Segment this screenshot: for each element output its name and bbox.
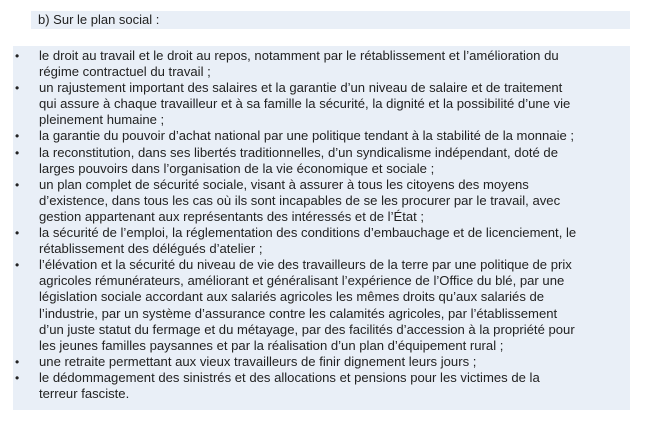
list-item-line: un rajustement important des salaires et la garantie d’un niveau de salaire et de traitement	[39, 80, 563, 96]
list-item	[0, 225, 640, 257]
list-item-line: gestion appartenant aux représentants des intéressés et de l’État ;	[39, 208, 425, 224]
list-item	[0, 80, 640, 128]
list-item-line: agricoles rémunérateurs, améliorant et généralisant l’expérience de l’Office du blé, par une	[39, 273, 565, 289]
list-item-line: terreur fasciste.	[39, 385, 130, 401]
list-item-line: la reconstitution, dans ses libertés traditionnelles, d’un syndicalisme indépendant, doté de	[39, 144, 558, 160]
list-item-line: les jeunes familles paysannes et par la réalisation d’un plan d’équipement rural ;	[39, 337, 504, 353]
list-item-line: le droit au travail et le droit au repos, notamment par le rétablissement et l’amélioration du	[39, 48, 559, 63]
list-item-line: un plan complet de sécurité sociale, visant à assurer à tous les citoyens des moyens	[39, 176, 529, 192]
bullet-icon: •	[15, 354, 20, 369]
list-item-line: rétablissement des délégués d’atelier ;	[39, 241, 263, 257]
list-item-line: d’existence, dans tous les cas où ils sont incapables de se les procurer par le travail, avec	[39, 192, 561, 208]
list-item-line: d’un juste statut du fermage et du métayage, par des facilités d’accession à la propriété pour	[39, 321, 575, 337]
list-item	[0, 48, 640, 80]
list-item	[0, 145, 640, 177]
list-item-line: la sécurité de l’emploi, la réglementation des conditions d’embauchage et de licenciement, le	[39, 225, 577, 241]
bullet-icon: •	[15, 49, 20, 63]
list-item-line: une retraite permettant aux vieux travailleurs de finir dignement leurs jours ;	[39, 353, 477, 369]
section-heading: b) Sur le plan social :	[38, 12, 160, 27]
list-item-line: pleinement humaine ;	[39, 112, 165, 128]
bullet-icon: •	[15, 129, 20, 144]
list-item	[0, 177, 640, 225]
bullet-icon: •	[15, 370, 20, 385]
bullet-icon: •	[15, 177, 20, 192]
bullet-icon: •	[15, 226, 20, 241]
bullet-icon: •	[15, 81, 20, 96]
list-item-line: larges pouvoirs dans l’organisation de la vie économique et sociale ;	[39, 160, 435, 176]
list-item	[0, 370, 640, 402]
list-item-line: le dédommagement des sinistrés et des allocations et pensions pour les victimes de la	[39, 369, 540, 385]
list-item-line: la garantie du pouvoir d’achat national par une politique tendant à la stabilité de la monnaie ;	[39, 128, 575, 144]
list-item	[0, 128, 640, 144]
bullet-icon: •	[15, 258, 20, 273]
list-item-line: régime contractuel du travail ;	[39, 64, 211, 80]
list-item-line: qui assure à chaque travailleur et à sa famille la sécurité, la dignité et la possibilité d’une vie	[39, 96, 571, 112]
list-item-line: législation sociale accordant aux salariés agricoles les mêmes droits qu’aux salariés de	[39, 289, 545, 305]
social-measures-list	[0, 48, 640, 402]
list-item	[0, 354, 640, 370]
bullet-icon: •	[15, 145, 20, 160]
list-item-line: l’élévation et la sécurité du niveau de vie des travailleurs de la terre par une politique de prix	[39, 257, 572, 273]
list-item	[0, 257, 640, 354]
list-item-line: l’industrie, par un système d’assurance contre les calamités agricoles, par l’établissement	[39, 305, 558, 321]
